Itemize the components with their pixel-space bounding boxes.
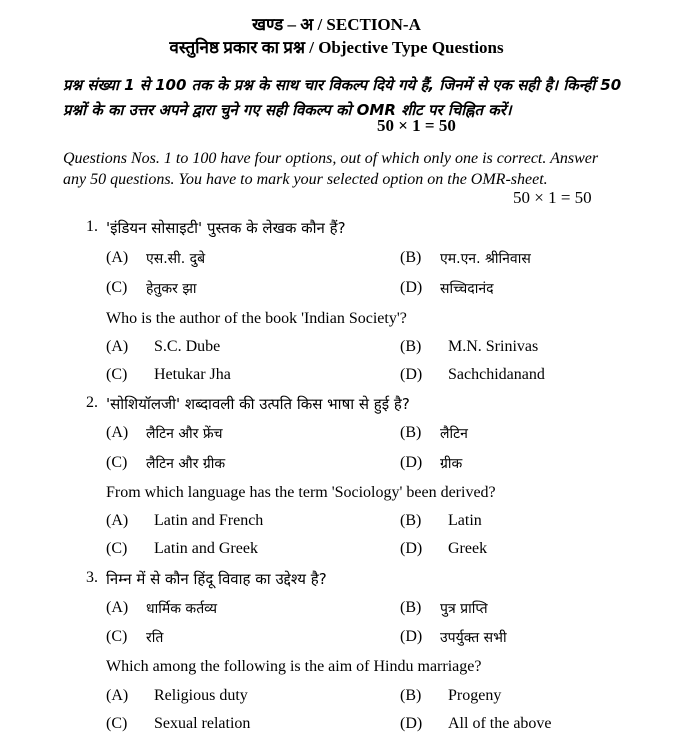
question-text-hindi: 'सोशियॉलजी' शब्दावली की उत्पति किस भाषा से हुई है? [106,395,410,413]
option-text: लैटिन और फ्रेंच [146,426,223,442]
question-type-heading: वस्तुनिष्ठ प्रकार का प्रश्न / Objective Type Questions [169,38,504,57]
option-label: (C) [106,715,128,732]
marks-plain: 50 × 1 = 50 [513,188,592,207]
option-label: (B) [400,424,422,441]
option-label: (B) [400,512,422,529]
option-text: Latin and French [154,512,264,529]
option-label: (D) [400,279,423,296]
english-instructions: Questions Nos. 1 to 100 have four options, out of which only one is correct. Answer any 50 questions. You have to mark your selected option on the OMR-sheet. [63,150,599,188]
question-text-hindi: 'इंडियन सोसाइटी' पुस्तक के लेखक कौन हैं? [106,219,346,237]
option-text: एम.एन. श्रीनिवास [440,251,531,267]
option-label: (A) [106,249,129,266]
option-text: M.N. Srinivas [448,338,539,355]
hindi-instructions: प्रश्न संख्या 1 से 100 तक के प्रश्न के साथ चार विकल्प दिये गये हैं, जिनमें से एक सही है। किन्हीं 50 प्रश्नों के का उत्तर अपने द्वारा चुने गए सही विकल्प को OMR शीट पर चिह्नित करें। [63,76,622,119]
option-text: Latin [448,512,482,529]
option-label: (C) [106,366,128,383]
question-3-english: Which among the following is the aim of Hindu marriage? [106,658,482,675]
option-label: (A) [106,599,129,616]
option-text: रति [146,630,164,646]
section-heading: खण्ड – अ / SECTION-A [252,15,421,34]
option-label: (B) [400,338,422,355]
option-label: (D) [400,715,423,732]
option-label: (D) [400,454,423,471]
option-label: (C) [106,454,128,471]
option-text: S.C. Dube [154,338,221,355]
option-text: सच्चिदानंद [440,281,494,297]
option-label: (C) [106,628,128,645]
option-label: (D) [400,628,423,645]
option-text: उपर्युक्त सभी [440,630,507,646]
option-text: धार्मिक कर्तव्य [146,601,218,617]
option-label: (B) [400,599,422,616]
option-text: लैटिन [440,426,468,442]
question-text-hindi: निम्न में से कौन हिंदू विवाह का उद्देश्य है? [106,570,327,588]
option-label: (A) [106,424,129,441]
option-text: Progeny [448,687,502,704]
option-label: (D) [400,366,423,383]
option-label: (C) [106,540,128,557]
option-label: (A) [106,687,129,704]
option-text: All of the above [448,715,552,732]
option-text: Greek [448,540,488,557]
option-label: (C) [106,279,128,296]
question-number: 3. [86,569,98,586]
option-text: Sexual relation [154,715,251,732]
option-label: (A) [106,512,129,529]
option-text: Religious duty [154,687,248,704]
option-text: ग्रीक [440,456,463,472]
option-label: (A) [106,338,129,355]
option-text: Latin and Greek [154,540,258,557]
option-label: (B) [400,249,422,266]
marks-bold: 50 × 1 = 50 [377,116,456,135]
question-2-english: From which language has the term 'Sociology' been derived? [106,484,496,501]
question-number: 1. [86,218,98,235]
option-label: (D) [400,540,423,557]
option-text: एस.सी. दुबे [146,251,206,267]
question-number: 2. [86,394,98,411]
option-text: Sachchidanand [448,366,545,383]
question-1-english: Who is the author of the book 'Indian Society'? [106,310,407,327]
option-text: Hetukar Jha [154,366,231,383]
option-text: लैटिन और ग्रीक [146,456,226,472]
option-label: (B) [400,687,422,704]
option-text: पुत्र प्राप्ति [440,601,488,617]
option-text: हेतुकर झा [146,281,197,297]
